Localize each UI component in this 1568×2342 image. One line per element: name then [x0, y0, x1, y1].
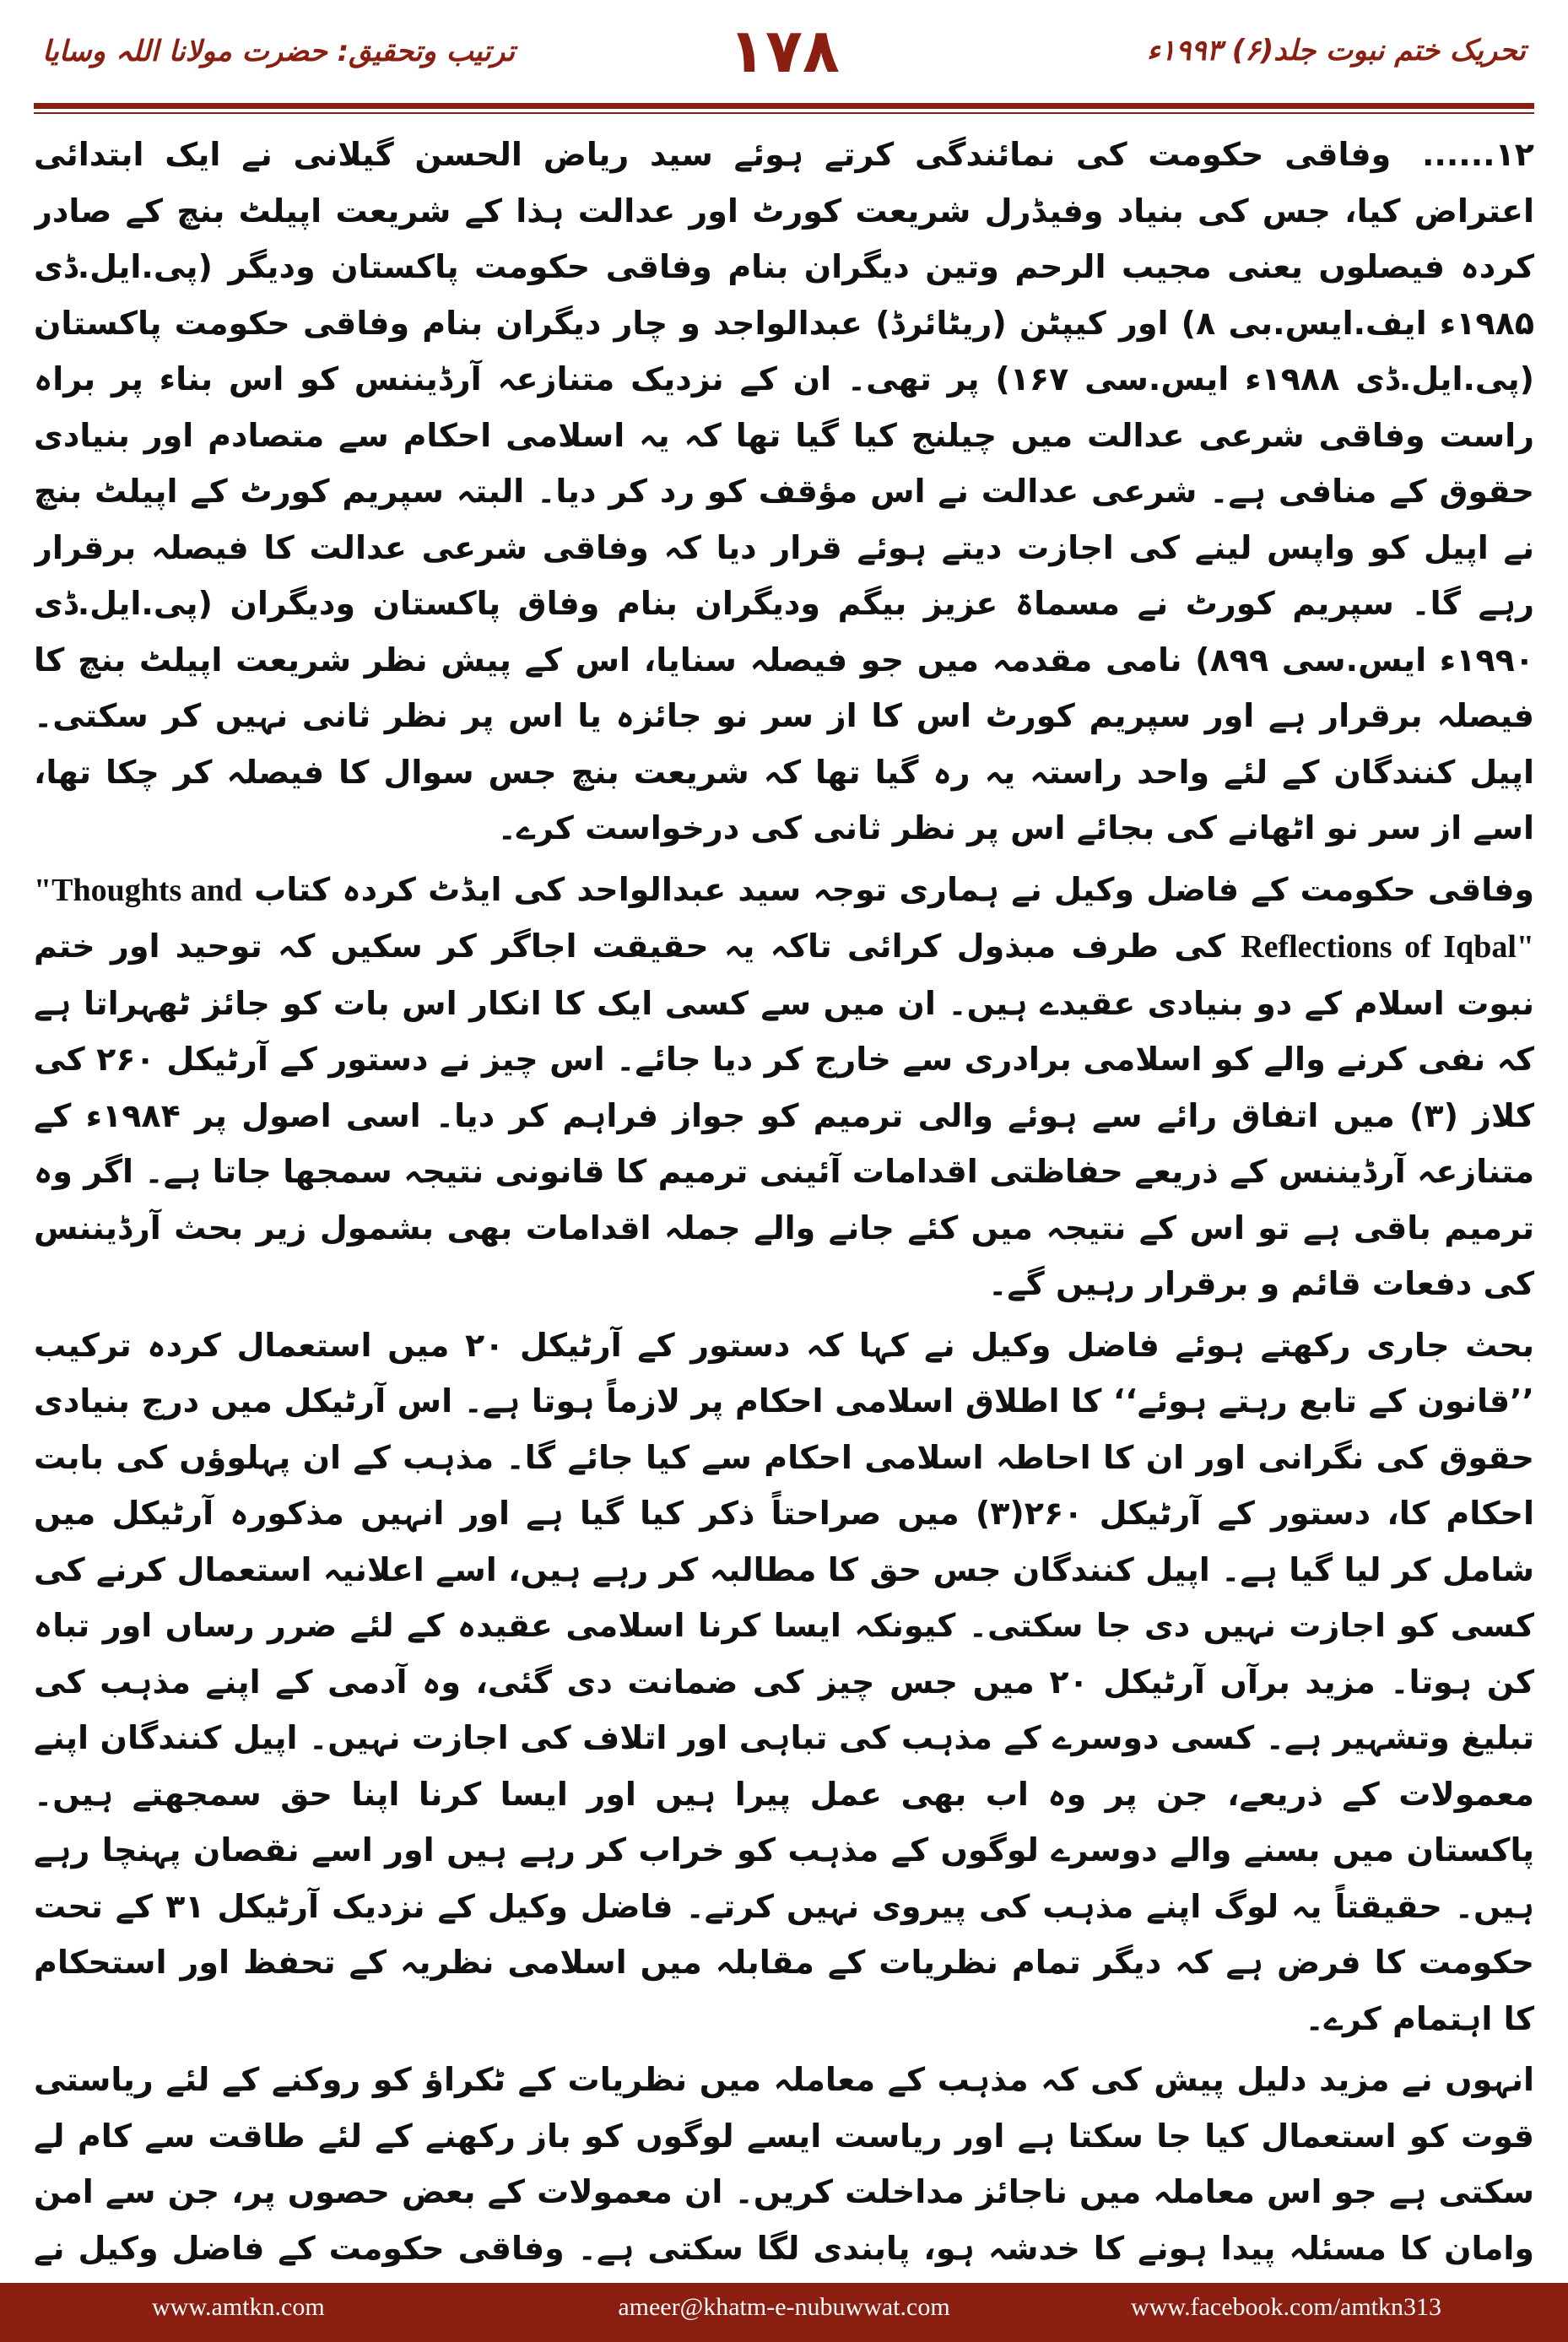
paragraph-text: انہوں نے مزید دلیل پیش کی کہ مذہب کے معاملہ میں نظریات کے ٹکراؤ کو روکنے کے لئے ریاستی قوت کو استعمال کیا جا سکتا ہے اور ریاست ایسے لوگوں کو باز رکھنے کے لئے طاقت سے کام لے سکتی ہے جو اس معاملہ میں ناجائز مداخلت کریں۔ ان معمولات کے بعض حصوں پر، جن سے امن وامان کا مسئلہ پیدا ہونے کا خدشہ ہو، پابندی لگا سکتی ہے۔ وفاقی حکومت کے فاضل وکیل نے [34, 2061, 1534, 2267]
paragraph-state-power [34, 2052, 1534, 2270]
paragraph-iqbal-reference [34, 862, 1534, 1312]
paragraph-text: بحث جاری رکھتے ہوئے فاضل وکیل نے کہا کہ دستور کے آرٹیکل ۲۰ میں استعمال کردہ ترکیب ’’قانون کے تابع رہتے ہوئے‘‘ کا اطلاق اسلامی احکام پر لازماً ہوتا ہے۔ اس آرٹیکل میں درج بنیادی حقوق کی نگرانی اور ان کا احاطہ اسلامی احکام سے کیا جائے گا۔ مذہب کے ان پہلوؤں کی بابت احکام کا، دستور کے آرٹیکل ۲۶۰(۳) میں صراحتاً ذکر کیا گیا ہے اور انہیں مذکورہ آرٹیکل میں شامل کر لیا گیا ہے۔ اپیل کنندگان جس حق کا مطالبہ کر رہے ہیں، اسے اعلانیہ استعمال کرنے کی کسی کو اجازت نہیں دی جا سکتی۔ کیونکہ ایسا کرنا اسلامی عقیدہ کے لئے ضرر رساں اور تباہ کن ہوتا۔ مزید برآں آرٹیکل ۲۰ میں جس چیز کی ضمانت دی گئی، وہ آدمی کے اپنے مذہب کی تبلیغ وتشہیر ہے۔ کسی دوسرے کے مذہب کی تباہی اور اتلاف کی اجازت نہیں۔ اپیل کنندگان اپنے معمولات کے ذریعے، جن پر وہ اب بھی عمل پیرا ہیں اور ایسا کرنا اپنا حق سمجھتے ہیں۔ پاکستان میں بسنے والے دوسرے لوگوں کے مذہب کو خراب کر رہے ہیں اور اسے نقصان پہنچا رہے ہیں۔ حقیقتاً یہ لوگ اپنے مذہب کی پیروی نہیں کرتے۔ فاضل وکیل کے نزدیک آرٹیکل ۳۱ کے تحت حکومت کا فرض ہے کہ دیگر تمام نظریات کے مقابلہ میں اسلامی نظریہ کے تحفظ اور استحکام کا اہتمام کرے۔ [34, 1326, 1534, 2037]
book-title: تحریک ختم نبوت جلد(۶) ۱۹۹۳ء [1146, 34, 1526, 68]
facebook-link[interactable]: www.facebook.com/amtkn313 [1131, 2293, 1441, 2321]
page-header [0, 0, 1568, 101]
header-divider-thin [34, 112, 1534, 114]
paragraph-article-20 [34, 1317, 1534, 2047]
email-link[interactable]: ameer@khatm-e-nubuwwat.com [618, 2293, 950, 2321]
header-divider [34, 103, 1534, 109]
page-number: ۱۷۸ [728, 15, 840, 86]
paragraph-text-after: کی طرف مبذول کرائی تاکہ یہ حقیقت اجاگر کر سکیں کہ توحید اور ختم نبوت اسلام کے دو بنیادی عقیدے ہیں۔ ان میں سے کسی ایک کا انکار اس بات کو جائز ٹھہراتا ہے کہ نفی کرنے والے کو اسلامی برادری سے خارج کر دیا جائے۔ اس چیز نے دستور کے آرٹیکل ۲۶۰ کی کلاز (۳) میں اتفاق رائے سے ہوئے والی ترمیم کو جواز فراہم کر دیا۔ اسی اصول پر ۱۹۸۴ء کے متنازعہ آرڈیننس کے ذریعے حفاظتی اقدامات آئینی ترمیم کا قانونی نتیجہ سمجھا جاتا ہے۔ اگر وہ ترمیم باقی ہے تو اس کے نتیجہ میں کئے جانے والے جملہ اقدامات بھی بشمول زیر بحث آرڈیننس کی دفعات قائم و برقرار رہیں گے۔ [34, 928, 1534, 1302]
page-body [34, 127, 1534, 2270]
paragraph-text-before: وفاقی حکومت کے فاضل وکیل نے ہماری توجہ سید عبدالواحد کی ایڈٹ کردہ کتاب [254, 870, 1534, 908]
book-title-english: "Thoughts and Reflections of Iqbal" [34, 872, 1534, 965]
paragraph-number: ۱۲...... [1421, 136, 1534, 173]
paragraph-12 [34, 127, 1534, 857]
compiler-credit: ترتیب وتحقیق: حضرت مولانا اللہ وسایا [42, 35, 516, 68]
paragraph-text: وفاقی حکومت کی نمائندگی کرتے ہوئے سید ریاض الحسن گیلانی نے ایک ابتدائی اعتراض کیا، جس کی بنیاد وفیڈرل شریعت کورٹ اور عدالت ہذا کے شریعت اپیلٹ بنچ کے صادر کردہ فیصلوں یعنی مجیب الرحم وتین دیگران بنام وفاقی حکومت پاکستان ودیگر (پی.ایل.ڈی ۱۹۸۵ء ایف.ایس.بی ۸) اور کیپٹن (ریٹائرڈ) عبدالواجد و چار دیگران بنام وفاقی حکومت پاکستان (پی.ایل.ڈی ۱۹۸۸ء ایس.سی ۱۶۷) پر تھی۔ ان کے نزدیک متنازعہ آرڈیننس کو اس بناء پر براہ راست وفاقی شرعی عدالت میں چیلنج کیا گیا تھا کہ یہ اسلامی احکام سے متصادم اور بنیادی حقوق کے منافی ہے۔ شرعی عدالت نے اس مؤقف کو رد کر دیا۔ البتہ سپریم کورٹ کے اپیلٹ بنچ نے اپیل کو واپس لینے کی اجازت دیتے ہوئے قرار دیا کہ وفاقی شرعی عدالت کا فیصلہ برقرار رہے گا۔ سپریم کورٹ نے مسماۃ عزیز بیگم ودیگران بنام وفاق پاکستان ودیگران (پی.ایل.ڈی ۱۹۹۰ء ایس.سی ۸۹۹) نامی مقدمہ میں جو فیصلہ سنایا، اس کے پیش نظر شریعت اپیلٹ بنچ کا فیصلہ برقرار ہے اور سپریم کورٹ اس کا از سر نو جائزہ یا اس پر نظر ثانی نہیں کر سکتی۔ اپیل کنندگان کے لئے واحد راستہ یہ رہ گیا تھا کہ شریعت بنچ جس سوال کا فیصلہ کر چکا تھا، اسے از سر نو اٹھانے کی بجائے اس پر نظر ثانی کی درخواست کرے۔ [34, 136, 1534, 846]
website-link[interactable]: www.amtkn.com [152, 2293, 325, 2321]
page-footer [0, 2283, 1568, 2342]
